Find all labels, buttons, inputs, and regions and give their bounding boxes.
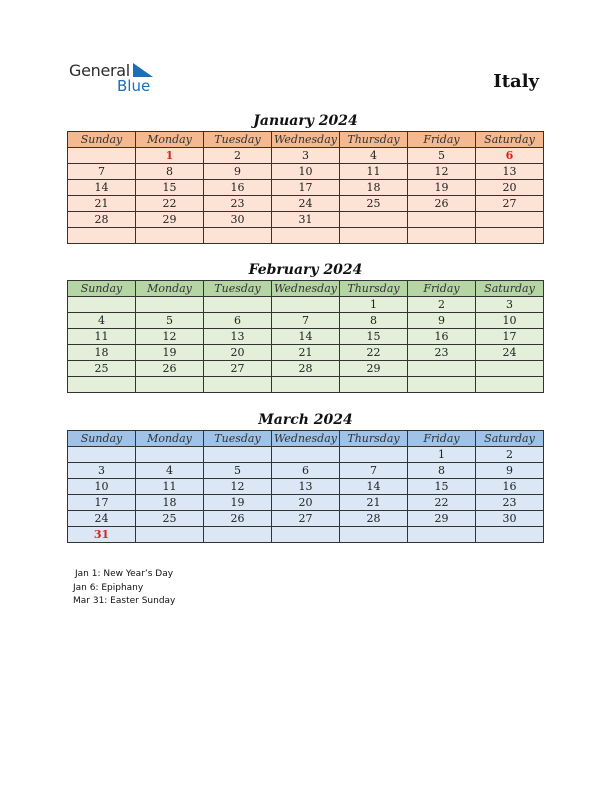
week-row xyxy=(68,463,544,479)
day-cell: 4 xyxy=(68,313,136,329)
holiday-notes xyxy=(73,568,175,609)
day-cell: 21 xyxy=(340,495,408,511)
day-cell: 2 xyxy=(476,447,544,463)
week-row xyxy=(68,447,544,463)
weekday-header: Wednesday xyxy=(272,132,340,148)
empty-day-cell xyxy=(68,297,136,313)
week-row xyxy=(68,148,544,164)
empty-day-cell xyxy=(136,527,204,543)
day-cell: 14 xyxy=(272,329,340,345)
logo-text-blue: Blue xyxy=(117,77,151,95)
weekday-header: Tuesday xyxy=(204,281,272,297)
day-cell: 27 xyxy=(204,361,272,377)
day-cell: 30 xyxy=(204,212,272,228)
empty-day-cell xyxy=(408,527,476,543)
week-row xyxy=(68,345,544,361)
weekday-header: Sunday xyxy=(68,281,136,297)
weekday-header: Thursday xyxy=(340,132,408,148)
empty-day-cell xyxy=(408,228,476,244)
month-february xyxy=(67,260,544,393)
empty-day-cell xyxy=(136,447,204,463)
day-cell: 1 xyxy=(408,447,476,463)
day-cell: 10 xyxy=(476,313,544,329)
day-cell: 12 xyxy=(136,329,204,345)
day-cell: 3 xyxy=(476,297,544,313)
empty-day-cell xyxy=(340,228,408,244)
day-cell: 2 xyxy=(408,297,476,313)
day-cell: 21 xyxy=(272,345,340,361)
day-cell: 3 xyxy=(68,463,136,479)
day-cell: 12 xyxy=(408,164,476,180)
weekday-header: Monday xyxy=(136,431,204,447)
logo-text-general: General xyxy=(69,61,130,80)
empty-day-cell xyxy=(204,527,272,543)
day-cell: 29 xyxy=(136,212,204,228)
day-cell: 10 xyxy=(272,164,340,180)
empty-day-cell xyxy=(408,377,476,393)
day-cell: 8 xyxy=(136,164,204,180)
day-cell: 27 xyxy=(272,511,340,527)
week-row xyxy=(68,196,544,212)
day-cell: 7 xyxy=(272,313,340,329)
day-cell: 1 xyxy=(136,148,204,164)
logo-triangle-icon xyxy=(133,63,153,77)
day-cell: 9 xyxy=(408,313,476,329)
week-row xyxy=(68,479,544,495)
day-cell: 11 xyxy=(340,164,408,180)
day-cell: 22 xyxy=(340,345,408,361)
day-cell: 15 xyxy=(408,479,476,495)
empty-day-cell xyxy=(272,297,340,313)
day-cell: 9 xyxy=(476,463,544,479)
week-row xyxy=(68,297,544,313)
day-cell: 19 xyxy=(204,495,272,511)
day-cell: 23 xyxy=(204,196,272,212)
day-cell: 18 xyxy=(340,180,408,196)
week-row xyxy=(68,228,544,244)
day-cell: 30 xyxy=(476,511,544,527)
empty-day-cell xyxy=(136,377,204,393)
day-cell: 21 xyxy=(68,196,136,212)
day-cell: 6 xyxy=(272,463,340,479)
day-cell: 26 xyxy=(204,511,272,527)
weekday-header: Sunday xyxy=(68,431,136,447)
day-cell: 27 xyxy=(476,196,544,212)
day-cell: 25 xyxy=(68,361,136,377)
month-march xyxy=(67,410,544,543)
empty-day-cell xyxy=(408,212,476,228)
empty-day-cell xyxy=(476,212,544,228)
day-cell: 13 xyxy=(272,479,340,495)
day-cell: 3 xyxy=(272,148,340,164)
day-cell: 5 xyxy=(136,313,204,329)
weekday-header: Friday xyxy=(408,132,476,148)
weekday-header: Tuesday xyxy=(204,132,272,148)
day-cell: 6 xyxy=(204,313,272,329)
holiday-note: Mar 31: Easter Sunday xyxy=(73,596,176,606)
day-cell: 28 xyxy=(340,511,408,527)
day-cell: 25 xyxy=(340,196,408,212)
month-january xyxy=(67,111,544,244)
day-cell: 24 xyxy=(272,196,340,212)
empty-day-cell xyxy=(204,228,272,244)
holiday-note: Jan 1: New Year’s Day xyxy=(75,569,174,579)
weekday-header-row xyxy=(68,431,544,447)
day-cell: 31 xyxy=(68,527,136,543)
week-row xyxy=(68,361,544,377)
day-cell: 17 xyxy=(68,495,136,511)
empty-day-cell xyxy=(272,228,340,244)
day-cell: 23 xyxy=(408,345,476,361)
day-cell: 20 xyxy=(476,180,544,196)
empty-day-cell xyxy=(476,527,544,543)
week-row xyxy=(68,164,544,180)
weekday-header: Friday xyxy=(408,431,476,447)
empty-day-cell xyxy=(68,377,136,393)
day-cell: 24 xyxy=(476,345,544,361)
day-cell: 4 xyxy=(136,463,204,479)
weekday-header-row xyxy=(68,132,544,148)
day-cell: 9 xyxy=(204,164,272,180)
day-cell: 16 xyxy=(204,180,272,196)
day-cell: 13 xyxy=(204,329,272,345)
empty-day-cell xyxy=(340,377,408,393)
day-cell: 11 xyxy=(68,329,136,345)
day-cell: 18 xyxy=(68,345,136,361)
day-cell: 10 xyxy=(68,479,136,495)
day-cell: 8 xyxy=(340,313,408,329)
day-cell: 16 xyxy=(476,479,544,495)
day-cell: 5 xyxy=(204,463,272,479)
empty-day-cell xyxy=(272,377,340,393)
empty-day-cell xyxy=(272,447,340,463)
day-cell: 7 xyxy=(68,164,136,180)
day-cell: 13 xyxy=(476,164,544,180)
calendar-table xyxy=(67,430,544,543)
empty-day-cell xyxy=(204,447,272,463)
weekday-header: Thursday xyxy=(340,281,408,297)
day-cell: 25 xyxy=(136,511,204,527)
day-cell: 20 xyxy=(272,495,340,511)
day-cell: 14 xyxy=(340,479,408,495)
week-row xyxy=(68,511,544,527)
empty-day-cell xyxy=(476,228,544,244)
day-cell: 22 xyxy=(408,495,476,511)
day-cell: 19 xyxy=(408,180,476,196)
day-cell: 26 xyxy=(136,361,204,377)
empty-day-cell xyxy=(340,527,408,543)
month-title: January 2024 xyxy=(253,113,358,129)
week-row xyxy=(68,495,544,511)
day-cell: 19 xyxy=(136,345,204,361)
holiday-note: Jan 6: Epiphany xyxy=(73,582,144,593)
weekday-header: Saturday xyxy=(476,281,544,297)
week-row xyxy=(68,329,544,345)
day-cell: 24 xyxy=(68,511,136,527)
day-cell: 29 xyxy=(408,511,476,527)
empty-day-cell xyxy=(136,228,204,244)
weekday-header: Friday xyxy=(408,281,476,297)
weekday-header-row xyxy=(68,281,544,297)
weekday-header: Wednesday xyxy=(272,281,340,297)
day-cell: 1 xyxy=(340,297,408,313)
weekday-header: Wednesday xyxy=(272,431,340,447)
day-cell: 2 xyxy=(204,148,272,164)
empty-day-cell xyxy=(340,212,408,228)
generalblue-logo xyxy=(69,60,169,96)
empty-day-cell xyxy=(476,361,544,377)
day-cell: 7 xyxy=(340,463,408,479)
day-cell: 26 xyxy=(408,196,476,212)
day-cell: 8 xyxy=(408,463,476,479)
weekday-header: Thursday xyxy=(340,431,408,447)
day-cell: 12 xyxy=(204,479,272,495)
weekday-header: Saturday xyxy=(476,431,544,447)
empty-day-cell xyxy=(68,228,136,244)
day-cell: 28 xyxy=(68,212,136,228)
day-cell: 15 xyxy=(340,329,408,345)
week-row xyxy=(68,212,544,228)
empty-day-cell xyxy=(204,377,272,393)
day-cell: 5 xyxy=(408,148,476,164)
empty-day-cell xyxy=(340,447,408,463)
day-cell: 29 xyxy=(340,361,408,377)
week-row xyxy=(68,313,544,329)
day-cell: 4 xyxy=(340,148,408,164)
month-title: February 2024 xyxy=(248,262,363,278)
calendar-table xyxy=(67,131,544,244)
day-cell: 20 xyxy=(204,345,272,361)
empty-day-cell xyxy=(136,297,204,313)
calendar-table xyxy=(67,280,544,393)
day-cell: 23 xyxy=(476,495,544,511)
day-cell: 17 xyxy=(272,180,340,196)
day-cell: 31 xyxy=(272,212,340,228)
week-row xyxy=(68,527,544,543)
weekday-header: Sunday xyxy=(68,132,136,148)
week-row xyxy=(68,180,544,196)
empty-day-cell xyxy=(272,527,340,543)
day-cell: 14 xyxy=(68,180,136,196)
empty-day-cell xyxy=(68,148,136,164)
weekday-header: Tuesday xyxy=(204,431,272,447)
day-cell: 22 xyxy=(136,196,204,212)
empty-day-cell xyxy=(476,377,544,393)
month-title: March 2024 xyxy=(258,412,353,428)
day-cell: 17 xyxy=(476,329,544,345)
day-cell: 11 xyxy=(136,479,204,495)
day-cell: 18 xyxy=(136,495,204,511)
weekday-header: Monday xyxy=(136,281,204,297)
weekday-header: Monday xyxy=(136,132,204,148)
day-cell: 6 xyxy=(476,148,544,164)
empty-day-cell xyxy=(204,297,272,313)
empty-day-cell xyxy=(68,447,136,463)
day-cell: 15 xyxy=(136,180,204,196)
empty-day-cell xyxy=(408,361,476,377)
week-row xyxy=(68,377,544,393)
country-title: Italy xyxy=(493,71,539,92)
day-cell: 28 xyxy=(272,361,340,377)
weekday-header: Saturday xyxy=(476,132,544,148)
day-cell: 16 xyxy=(408,329,476,345)
